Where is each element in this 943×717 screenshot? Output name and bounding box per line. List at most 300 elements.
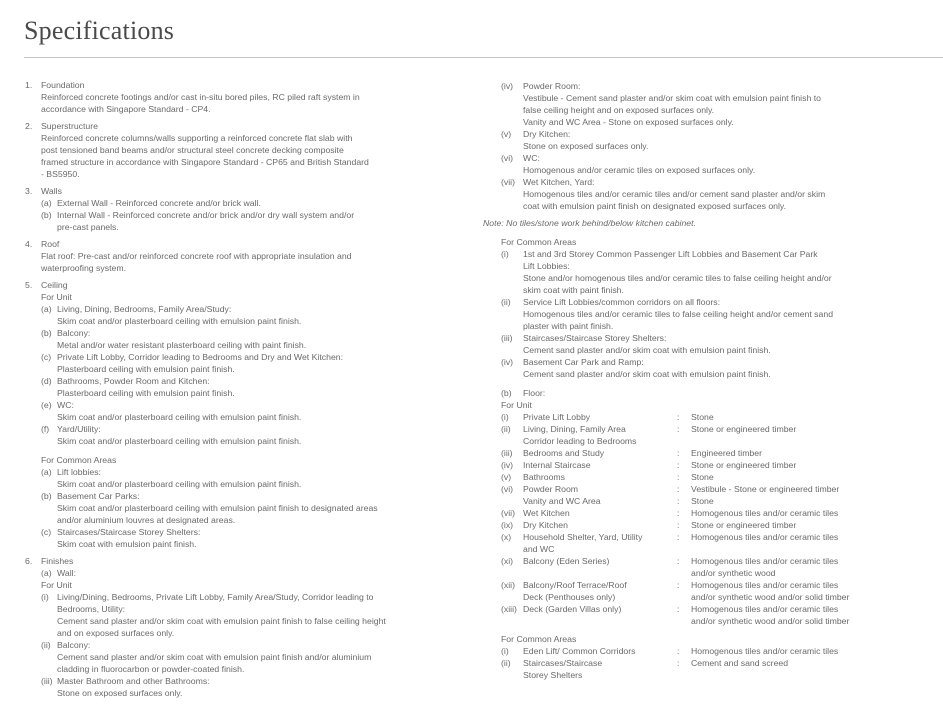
item-text: Reinforced concrete footings and/or cast in-situ bored piles, RC piled raft system in	[41, 92, 360, 102]
spec-line	[483, 152, 938, 164]
row-label-line: Vanity and WC Area	[523, 496, 601, 506]
spec-section	[25, 79, 465, 115]
item-text: Vestibule - Cement sand plaster and/or skim coat with emulsion paint finish to	[523, 93, 821, 103]
spec-line	[25, 454, 465, 466]
spec-line	[25, 423, 465, 435]
spec-line	[25, 567, 465, 579]
item-marker: (c)	[41, 352, 52, 362]
item-text: Stone on exposed surfaces only.	[57, 688, 183, 698]
row-marker: (i)	[501, 646, 509, 656]
spec-group	[25, 555, 465, 699]
table-row	[483, 555, 938, 579]
spec-section	[483, 80, 938, 212]
item-text: false ceiling height and on exposed surfaces only.	[523, 105, 715, 115]
table-row	[483, 603, 938, 627]
item-text: Finishes	[41, 556, 74, 566]
spec-group	[483, 80, 938, 212]
row-value-line: and/or synthetic wood and/or solid timber	[691, 592, 850, 602]
row-label-line: Private Lift Lobby	[523, 412, 591, 422]
spec-line	[25, 591, 465, 603]
note-line	[483, 217, 938, 229]
item-text: Staircases/Staircase Storey Shelters:	[57, 527, 201, 537]
row-marker: (x)	[501, 532, 512, 542]
item-text: and/or aluminium louvres at designated areas.	[57, 515, 236, 525]
item-text: waterproofing system.	[41, 263, 126, 273]
item-text: Stone and/or homogenous tiles and/or ceramic tiles to false ceiling height and/or	[523, 273, 832, 283]
item-text: Roof	[41, 239, 60, 249]
spec-line	[483, 260, 938, 272]
spec-line	[483, 344, 938, 356]
spec-line	[25, 603, 465, 615]
item-text: Living/Dining, Bedrooms, Private Lift Lobby, Family Area/Study, Corridor leading to	[57, 592, 374, 602]
floor-unit-heading	[483, 399, 938, 411]
row-separator: :	[677, 472, 680, 482]
spec-group	[483, 236, 938, 380]
row-label-line: Balcony (Eden Series)	[523, 556, 610, 566]
spec-line	[483, 332, 938, 344]
item-text: Flat roof: Pre-cast and/or reinforced concrete roof with appropriate insulation and	[41, 251, 352, 261]
row-value-line: Homogenous tiles and/or ceramic tiles	[691, 604, 839, 614]
item-text: post tensioned band beams and/or structural steel concrete decking composite	[41, 145, 344, 155]
row-label	[523, 411, 590, 423]
spec-section	[25, 120, 465, 180]
spec-line	[25, 339, 465, 351]
item-text: Master Bathroom and other Bathrooms:	[57, 676, 210, 686]
row-label	[523, 579, 627, 603]
row-separator: :	[677, 460, 680, 470]
row-label	[523, 423, 636, 447]
item-marker: 2.	[25, 121, 33, 131]
spec-line	[25, 615, 465, 627]
floor-common-heading	[483, 633, 938, 645]
item-marker: (e)	[41, 400, 52, 410]
row-label	[523, 603, 621, 615]
row-marker: (vii)	[501, 508, 515, 518]
spec-line	[25, 514, 465, 526]
item-text: External Wall - Reinforced concrete and/or brick wall.	[57, 198, 261, 208]
spec-line	[483, 368, 938, 380]
row-value-line: Cement and sand screed	[691, 658, 789, 668]
row-value-line: Vestibule - Stone or engineered timber	[691, 484, 840, 494]
item-marker: 5.	[25, 280, 33, 290]
table-row	[483, 483, 938, 495]
item-text: For Common Areas	[501, 634, 577, 644]
item-text: Yard/Utility:	[57, 424, 101, 434]
row-value-line: Stone or engineered timber	[691, 520, 797, 530]
item-marker: 1.	[25, 80, 33, 90]
spec-line	[483, 236, 938, 248]
row-value	[691, 495, 714, 507]
spec-line	[483, 272, 938, 284]
row-separator: :	[677, 646, 680, 656]
floor-finishes	[483, 387, 938, 681]
spec-line	[25, 132, 465, 144]
spec-line	[483, 284, 938, 296]
row-label	[523, 519, 568, 531]
row-separator: :	[677, 658, 680, 668]
item-marker: 4.	[25, 239, 33, 249]
row-value	[691, 645, 838, 657]
item-marker: (iii)	[501, 333, 513, 343]
item-marker: (b)	[41, 210, 52, 220]
item-text: Staircases/Staircase Storey Shelters:	[523, 333, 667, 343]
item-text: Living, Dining, Bedrooms, Family Area/Study:	[57, 304, 232, 314]
item-text: Dry Kitchen:	[523, 129, 571, 139]
spec-line	[25, 490, 465, 502]
row-label	[523, 471, 565, 483]
spec-line	[25, 315, 465, 327]
row-label-line: Dry Kitchen	[523, 520, 568, 530]
spec-group	[25, 120, 465, 180]
item-text: For Unit	[501, 400, 532, 410]
spec-line	[483, 320, 938, 332]
spec-line	[25, 156, 465, 168]
item-text: Service Lift Lobbies/common corridors on all floors:	[523, 297, 721, 307]
item-text: Cement sand plaster and/or skim coat with emulsion paint finish to false ceiling height	[57, 616, 386, 626]
spec-section	[25, 555, 465, 699]
row-label-line: Household Shelter, Yard, Utility	[523, 532, 643, 542]
row-value	[691, 579, 849, 603]
item-text: Skim coat and/or plasterboard ceiling with emulsion paint finish.	[57, 436, 302, 446]
floor-heading	[483, 387, 938, 399]
row-value-line: Stone or engineered timber	[691, 424, 797, 434]
spec-line	[25, 197, 465, 209]
spec-group	[25, 79, 465, 115]
page-title: Specifications	[24, 16, 175, 45]
spec-section	[483, 217, 938, 380]
item-text: Balcony:	[57, 328, 91, 338]
spec-group	[483, 217, 938, 229]
row-marker: (iii)	[501, 448, 513, 458]
row-label	[523, 531, 642, 555]
row-separator: :	[677, 412, 680, 422]
row-separator: :	[677, 424, 680, 434]
floor-unit-table	[483, 411, 938, 627]
spec-line	[25, 538, 465, 550]
spec-line	[483, 248, 938, 260]
spec-line	[25, 399, 465, 411]
row-label	[523, 555, 609, 567]
spec-line	[25, 687, 465, 699]
item-marker: (iii)	[41, 676, 53, 686]
item-text: Metal and/or water resistant plasterboard ceiling with paint finish.	[57, 340, 307, 350]
row-separator: :	[677, 484, 680, 494]
row-marker: (i)	[501, 412, 509, 422]
spec-line	[25, 526, 465, 538]
item-text: Internal Wall - Reinforced concrete and/or brick and/or dry wall system and/or	[57, 210, 355, 220]
row-label	[523, 483, 578, 495]
item-text: Bedrooms, Utility:	[57, 604, 126, 614]
row-marker: (xi)	[501, 556, 514, 566]
item-text: accordance with Singapore Standard - CP4.	[41, 104, 211, 114]
item-text: Bathrooms, Powder Room and Kitchen:	[57, 376, 210, 386]
spec-line	[25, 279, 465, 291]
spec-line	[483, 116, 938, 128]
item-marker: (iv)	[501, 357, 514, 367]
item-text: WC:	[57, 400, 74, 410]
row-label	[523, 495, 601, 507]
spec-line	[25, 168, 465, 180]
item-text: Ceiling	[41, 280, 68, 290]
spec-group	[25, 279, 465, 447]
item-marker: (b)	[501, 388, 512, 398]
spec-line	[25, 579, 465, 591]
item-text: Lift Lobbies:	[523, 261, 570, 271]
table-row	[483, 423, 938, 447]
row-value	[691, 555, 838, 579]
item-text: Reinforced concrete columns/walls supporting a reinforced concrete flat slab with	[41, 133, 353, 143]
item-marker: (ii)	[501, 297, 511, 307]
item-text: Plasterboard ceiling with emulsion paint finish.	[57, 388, 235, 398]
spec-line	[25, 627, 465, 639]
item-text: Vanity and WC Area - Stone on exposed surfaces only.	[523, 117, 734, 127]
spec-line	[483, 200, 938, 212]
spec-line	[25, 120, 465, 132]
table-row	[483, 519, 938, 531]
row-label-line: Deck (Garden Villas only)	[523, 604, 622, 614]
item-text: 1st and 3rd Storey Common Passenger Lift Lobbies and Basement Car Park	[523, 249, 818, 259]
item-text: Wall:	[57, 568, 76, 578]
spec-line	[25, 250, 465, 262]
spec-line	[25, 221, 465, 233]
spec-group	[25, 454, 465, 550]
row-label-line: Bedrooms and Study	[523, 448, 605, 458]
row-value	[691, 519, 796, 531]
row-value	[691, 531, 838, 543]
row-label	[523, 657, 602, 681]
row-value-line: Engineered timber	[691, 448, 762, 458]
item-text: cladding in fluorocarbon or powder-coated finish.	[57, 664, 245, 674]
row-value	[691, 447, 762, 459]
spec-line	[25, 209, 465, 221]
row-marker: (xiii)	[501, 604, 517, 614]
item-marker: (vii)	[501, 177, 515, 187]
spec-line	[25, 375, 465, 387]
item-text: Note: No tiles/stone work behind/below kitchen cabinet.	[483, 218, 696, 228]
item-text: Plasterboard ceiling with emulsion paint finish.	[57, 364, 235, 374]
spec-line	[25, 79, 465, 91]
spec-line	[25, 238, 465, 250]
row-value	[691, 483, 839, 495]
spec-line	[25, 555, 465, 567]
item-text: Powder Room:	[523, 81, 581, 91]
row-value	[691, 471, 714, 483]
row-separator: :	[677, 604, 680, 614]
row-marker: (ii)	[501, 424, 511, 434]
item-text: Skim coat and/or plasterboard ceiling with emulsion paint finish to designated areas	[57, 503, 378, 513]
row-value	[691, 603, 849, 627]
item-marker: (ii)	[41, 640, 51, 650]
spec-line	[25, 639, 465, 651]
item-marker: (b)	[41, 491, 52, 501]
row-label-line: Bathrooms	[523, 472, 566, 482]
spec-line	[25, 91, 465, 103]
item-text: Floor:	[523, 388, 546, 398]
item-marker: (vi)	[501, 153, 514, 163]
table-row	[483, 507, 938, 519]
item-text: For Common Areas	[41, 455, 117, 465]
spec-line	[25, 144, 465, 156]
table-row	[483, 447, 938, 459]
table-row	[483, 471, 938, 483]
item-text: Basement Car Parks:	[57, 491, 140, 501]
row-value-line: Stone or engineered timber	[691, 460, 797, 470]
row-label-line: Powder Room	[523, 484, 579, 494]
item-text: Homogenous tiles and/or ceramic tiles to false ceiling height and/or cement sand	[523, 309, 834, 319]
item-marker: (v)	[501, 129, 512, 139]
item-marker: (i)	[41, 592, 49, 602]
row-separator: :	[677, 556, 680, 566]
table-row	[483, 495, 938, 507]
row-separator: :	[677, 508, 680, 518]
item-text: Wet Kitchen, Yard:	[523, 177, 595, 187]
row-separator: :	[677, 520, 680, 530]
row-value-line: Stone	[691, 496, 714, 506]
row-value-line: Homogenous tiles and/or ceramic tiles	[691, 556, 839, 566]
item-text: Stone on exposed surfaces only.	[523, 141, 649, 151]
spec-line	[25, 387, 465, 399]
row-label	[523, 645, 636, 657]
row-label-line: Deck (Penthouses only)	[523, 592, 616, 602]
row-value	[691, 507, 838, 519]
table-row	[483, 579, 938, 603]
title-divider	[24, 57, 943, 58]
row-value	[691, 459, 796, 471]
table-row	[483, 657, 938, 681]
spec-line	[483, 188, 938, 200]
item-marker: 6.	[25, 556, 33, 566]
table-row	[483, 645, 938, 657]
item-text: Skim coat and/or plasterboard ceiling with emulsion paint finish.	[57, 479, 302, 489]
item-text: Superstructure	[41, 121, 98, 131]
item-marker: (a)	[41, 304, 52, 314]
spec-section	[25, 238, 465, 274]
spec-line	[483, 92, 938, 104]
row-label-line: Living, Dining, Family Area	[523, 424, 626, 434]
item-text: framed structure in accordance with Singapore Standard - CP65 and British Standard	[41, 157, 369, 167]
item-text: Skim coat and/or plasterboard ceiling with emulsion paint finish.	[57, 412, 302, 422]
item-text: skim coat with paint finish.	[523, 285, 624, 295]
row-marker: (xii)	[501, 580, 515, 590]
row-marker: (ix)	[501, 520, 514, 530]
item-text: Balcony:	[57, 640, 91, 650]
row-label-line: Corridor leading to Bedrooms	[523, 436, 637, 446]
item-marker: (b)	[41, 328, 52, 338]
item-text: Skim coat with emulsion paint finish.	[57, 539, 197, 549]
spec-line	[483, 176, 938, 188]
table-row	[483, 411, 938, 423]
spec-group	[25, 185, 465, 233]
item-text: - BS5950.	[41, 169, 80, 179]
item-marker: (c)	[41, 527, 52, 537]
item-marker: (a)	[41, 568, 52, 578]
spec-line	[25, 291, 465, 303]
spec-line	[483, 356, 938, 368]
spec-line	[25, 651, 465, 663]
row-separator: :	[677, 496, 680, 506]
item-text: Cement sand plaster and/or skim coat with emulsion paint finish.	[523, 369, 771, 379]
spec-line	[483, 296, 938, 308]
item-text: Homogenous tiles and/or ceramic tiles and/or cement sand plaster and/or skim	[523, 189, 826, 199]
spec-line	[483, 140, 938, 152]
item-text: coat with emulsion paint finish on designated exposed surfaces only.	[523, 201, 787, 211]
row-label-line: Balcony/Roof Terrace/Roof	[523, 580, 627, 590]
item-text: and on exposed surfaces only.	[57, 628, 175, 638]
row-value-line: Homogenous tiles and/or ceramic tiles	[691, 508, 839, 518]
spec-line	[483, 80, 938, 92]
row-value-line: and/or synthetic wood and/or solid timber	[691, 616, 850, 626]
item-text: WC:	[523, 153, 540, 163]
spec-line	[25, 502, 465, 514]
row-value-line: Homogenous tiles and/or ceramic tiles	[691, 646, 839, 656]
item-marker: (iv)	[501, 81, 514, 91]
spec-line	[483, 164, 938, 176]
item-text: For Unit	[41, 580, 72, 590]
row-value-line: Stone	[691, 412, 714, 422]
item-text: Homogenous and/or ceramic tiles on exposed surfaces only.	[523, 165, 756, 175]
row-label-line: and WC	[523, 544, 555, 554]
spec-line	[483, 104, 938, 116]
item-marker: (a)	[41, 198, 52, 208]
spec-line	[25, 327, 465, 339]
item-text: Skim coat and/or plasterboard ceiling with emulsion paint finish.	[57, 316, 302, 326]
item-text: Cement sand plaster and/or skim coat with emulsion paint finish and/or aluminium	[57, 652, 372, 662]
item-text: plaster with paint finish.	[523, 321, 614, 331]
row-marker: (v)	[501, 472, 512, 482]
spec-line	[25, 363, 465, 375]
row-value	[691, 411, 714, 423]
row-value-line: Homogenous tiles and/or ceramic tiles	[691, 580, 839, 590]
item-text: pre-cast panels.	[57, 222, 119, 232]
row-label-line: Storey Shelters	[523, 670, 583, 680]
floor-common-table	[483, 645, 938, 681]
item-text: Private Lift Lobby, Corridor leading to Bedrooms and Dry and Wet Kitchen:	[57, 352, 344, 362]
spec-line	[25, 478, 465, 490]
table-row	[483, 531, 938, 555]
spec-section	[25, 279, 465, 550]
spec-line	[25, 466, 465, 478]
spec-line	[25, 351, 465, 363]
spec-line	[25, 435, 465, 447]
row-label	[523, 447, 604, 459]
spec-line	[25, 663, 465, 675]
spec-line	[483, 308, 938, 320]
item-text: Basement Car Park and Ramp:	[523, 357, 644, 367]
item-text: For Common Areas	[501, 237, 577, 247]
spec-line	[25, 411, 465, 423]
item-marker: (d)	[41, 376, 52, 386]
item-text: Lift lobbies:	[57, 467, 101, 477]
row-value	[691, 423, 796, 435]
row-label-line: Staircases/Staircase	[523, 658, 603, 668]
row-label-line: Internal Staircase	[523, 460, 591, 470]
right-column	[483, 80, 938, 681]
spec-line	[25, 262, 465, 274]
item-text: Foundation	[41, 80, 85, 90]
item-text: For Unit	[41, 292, 72, 302]
item-marker: (a)	[41, 467, 52, 477]
spec-line	[483, 128, 938, 140]
row-label-line: Eden Lift/ Common Corridors	[523, 646, 636, 656]
row-value-line: and/or synthetic wood	[691, 568, 776, 578]
spec-line	[25, 303, 465, 315]
item-marker: (i)	[501, 249, 509, 259]
item-text: Walls	[41, 186, 62, 196]
left-column	[25, 79, 465, 699]
spec-line	[25, 103, 465, 115]
row-value	[691, 657, 788, 669]
item-marker: 3.	[25, 186, 33, 196]
